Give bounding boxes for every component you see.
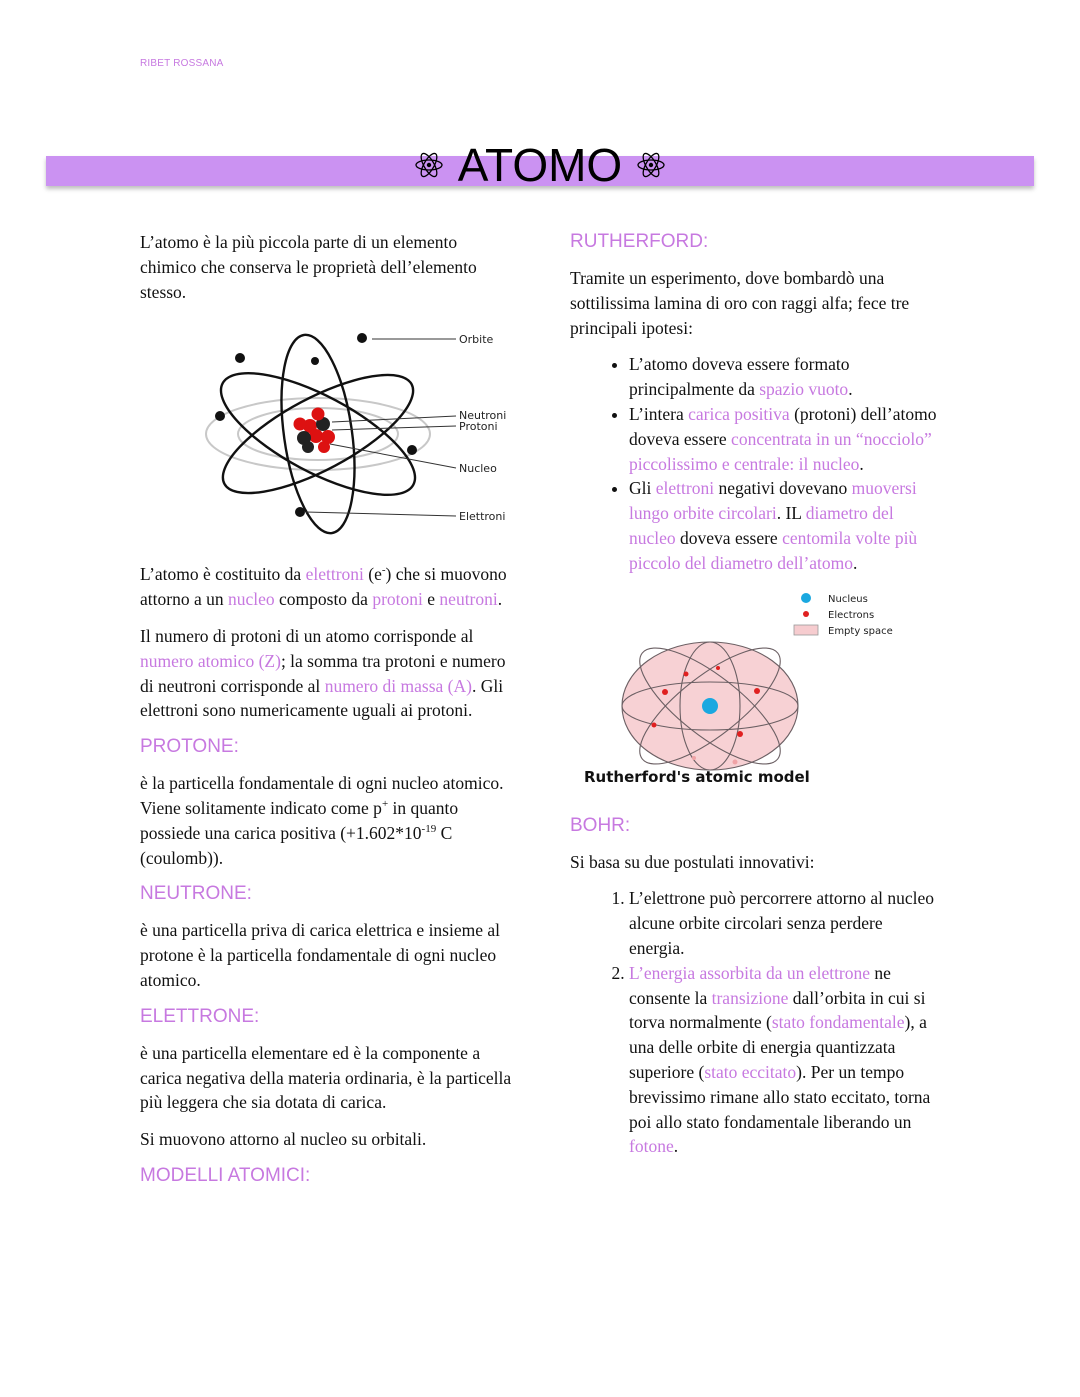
- nucleus: [294, 408, 336, 454]
- author-name: RIBET ROSSANA: [140, 58, 224, 69]
- legend-electrons: Electrons: [828, 609, 875, 621]
- list-item: • Gli elettroni negativi dovevano muoversi lungo orbite circolari. IL diametro del nucleo doveva essere centomila volte più piccolo del diametro dell’atomo.: [629, 476, 938, 575]
- atom-icon: [414, 150, 444, 180]
- rutherford-list: [570, 352, 938, 575]
- right-column: [570, 230, 938, 1171]
- legend-empty-space: Empty space: [828, 625, 893, 637]
- list-item: 1. L’elettrone può percorrere attorno al nucleo alcune orbite circolari senza perdere energia.: [629, 886, 938, 960]
- bohr-intro: Si basa su due postulati innovativi:: [570, 851, 815, 872]
- neutrone-heading: NEUTRONE:: [140, 883, 252, 905]
- title-text: ATOMO: [457, 139, 623, 191]
- rutherford-intro: Tramite un esperimento, dove bombardò una sottilissima lamina di oro con raggi alfa; fece tre principali ipotesi:: [570, 268, 910, 338]
- rutherford-heading: RUTHERFORD:: [570, 231, 709, 252]
- neutrone-paragraph: è una particella priva di carica elettrica e insieme al protone è la particella fondamentale di ogni nucleo atomico.: [140, 920, 501, 990]
- bohr-heading: BOHR:: [570, 814, 631, 836]
- label-neutroni: Neutroni: [459, 409, 507, 423]
- label-orbite: Orbite: [459, 333, 494, 347]
- protone-paragraph: è la particella fondamentale di ogni nucleo atomico. Viene solitamente indicato come p+ in quanto possiede una carica positiva ($+1.602*10^{-19}$ C (coulomb)).: [140, 773, 504, 868]
- atom-diagram: [140, 316, 512, 544]
- elettrone-paragraph: è una particella elementare ed è la componente a carica negativa della materia ordinaria, è la particella più leggera che sia dotata di carica.: [140, 1042, 512, 1113]
- legend-nucleus: Nucleus: [828, 593, 868, 605]
- figure-legend: [794, 593, 893, 637]
- rutherford-model-figure: [570, 588, 938, 788]
- atom-sphere: [622, 629, 798, 782]
- intro-paragraph: L’atomo è la più piccola parte di un elemento chimico che conserva le proprietà dell’elemento stesso.: [140, 232, 477, 302]
- label-nucleo: Nucleo: [459, 462, 497, 476]
- figure-caption: Rutherford's atomic model: [584, 767, 810, 786]
- composition-paragraph: L’atomo è costituito da elettroni (e-) che si muovono attorno a un nucleo composto da protoni e neutroni.: [140, 564, 507, 610]
- numbers-paragraph: Il numero di protoni di un atomo corrisponde al numero atomico (Z); la somma tra protoni e numero di neutroni corrisponde al numero di massa (A). Gli elettroni sono numericamente uguali ai protoni.: [140, 625, 506, 721]
- label-elettroni: Elettroni: [459, 510, 506, 524]
- bohr-list: [570, 886, 938, 1159]
- elettrone-heading: ELETTRONE:: [140, 1005, 260, 1027]
- list-item: 2. L’energia assorbita da un elettrone ne consente la transizione dall’orbita in cui si torva normalmente (stato fondamentale), a una delle orbite di energia quantizzata superiore (stato eccitato). Per un tempo brevissimo rimane allo stato eccitato, torna poi allo stato fondamentale liberando un fotone.: [629, 961, 938, 1159]
- page-title: [0, 140, 1080, 190]
- left-column: [140, 230, 512, 1200]
- modelli-heading: MODELLI ATOMICI:: [140, 1164, 311, 1186]
- list-item: • L’intera carica positiva (protoni) dell’atomo doveva essere concentrata in un “nocciolo” piccolissimo e centrale: il nucleo.: [629, 402, 938, 476]
- orbitali-paragraph: Si muovono attorno al nucleo su orbitali.: [140, 1129, 427, 1150]
- label-protoni: Protoni: [459, 420, 498, 434]
- list-item: • L’atomo doveva essere formato principalmente da spazio vuoto.: [629, 352, 938, 402]
- protone-heading: PROTONE:: [140, 736, 239, 758]
- atom-icon: [636, 150, 666, 180]
